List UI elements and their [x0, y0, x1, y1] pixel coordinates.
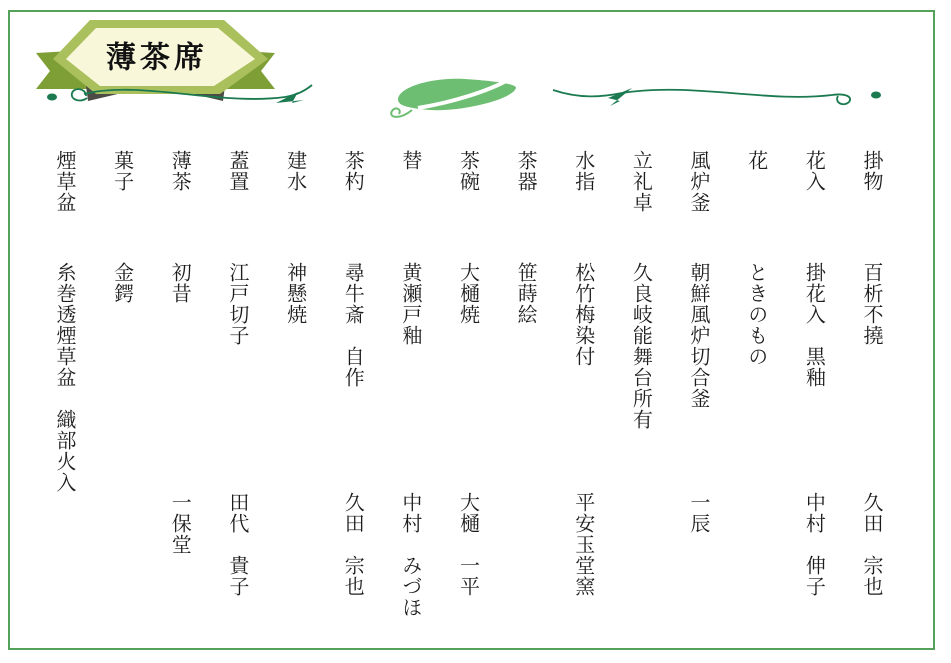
- item-label: 立礼卓: [629, 150, 652, 213]
- item-maker: 一保堂: [168, 492, 191, 556]
- item-label: 水指: [571, 150, 594, 192]
- column-kashi: [110, 150, 133, 645]
- item-label: 花: [744, 150, 767, 171]
- item-description: 笹蒔絵: [514, 261, 537, 325]
- item-maker: 中村 伸子: [802, 492, 825, 598]
- item-description: 黄瀬戸釉: [398, 261, 421, 346]
- item-label: 掛物: [859, 150, 882, 192]
- column-chawan: [455, 150, 478, 645]
- item-label: 替: [398, 150, 421, 171]
- item-description: 百析不撓: [859, 261, 882, 346]
- item-description: 金鍔: [110, 261, 133, 304]
- flourish-ornament-right: [553, 88, 881, 106]
- item-description: 久良岐能舞台所有: [629, 261, 652, 430]
- item-label: 茶碗: [456, 150, 479, 192]
- item-description: 糸巻透煙草盆 織部火入: [53, 261, 75, 493]
- item-description: 神懸焼: [283, 261, 306, 325]
- item-description: ときのもの: [744, 261, 767, 367]
- item-label: 風炉釜: [687, 150, 710, 213]
- item-description: 初昔: [168, 261, 191, 304]
- item-label: 茶器: [514, 150, 537, 192]
- page-title: 薄茶席: [106, 41, 208, 75]
- item-maker: 平安玉堂窯: [571, 492, 594, 598]
- item-label: 菓子: [110, 150, 133, 192]
- item-description: 大樋焼: [456, 261, 479, 325]
- item-maker: 大樋 一平: [456, 492, 479, 598]
- column-chaki: [513, 150, 536, 645]
- item-label: 薄茶: [168, 150, 191, 192]
- item-description: 尋牛斎 自作: [341, 261, 364, 388]
- item-label: 煙草盆: [53, 150, 75, 213]
- item-label: 茶杓: [341, 150, 364, 192]
- column-hanaire: [801, 150, 824, 645]
- column-chashaku: [340, 150, 363, 645]
- column-kakemono: [859, 150, 882, 645]
- item-maker: 久田 宗也: [859, 492, 882, 598]
- item-label: 花入: [802, 150, 825, 192]
- item-description: 松竹梅染付: [571, 261, 594, 367]
- flourish-divider: [40, 76, 895, 124]
- flourish-ornament-left: [47, 85, 312, 103]
- item-maker: 田代 貴子: [225, 492, 248, 598]
- column-futaoki: [225, 150, 248, 645]
- column-ryureitaku: [628, 150, 651, 645]
- column-hana: [744, 150, 767, 645]
- item-label: 蓋置: [225, 150, 248, 192]
- column-tabakobon: [52, 150, 75, 645]
- item-list: [52, 150, 882, 645]
- leaf-icon: [391, 79, 516, 117]
- column-usucha: [167, 150, 190, 645]
- item-maker: 久田 宗也: [341, 492, 364, 598]
- column-kensui: [283, 150, 306, 645]
- item-description: 朝鮮風炉切合釜: [687, 261, 710, 409]
- item-maker: 一辰: [687, 492, 710, 535]
- column-furogama: [686, 150, 709, 645]
- item-description: 江戸切子: [225, 261, 248, 346]
- column-kae: [398, 150, 421, 645]
- item-description: 掛花入 黒釉: [802, 261, 825, 388]
- item-maker: 中村 みづほ: [398, 492, 421, 619]
- column-mizusashi: [571, 150, 594, 645]
- item-label: 建水: [283, 150, 306, 192]
